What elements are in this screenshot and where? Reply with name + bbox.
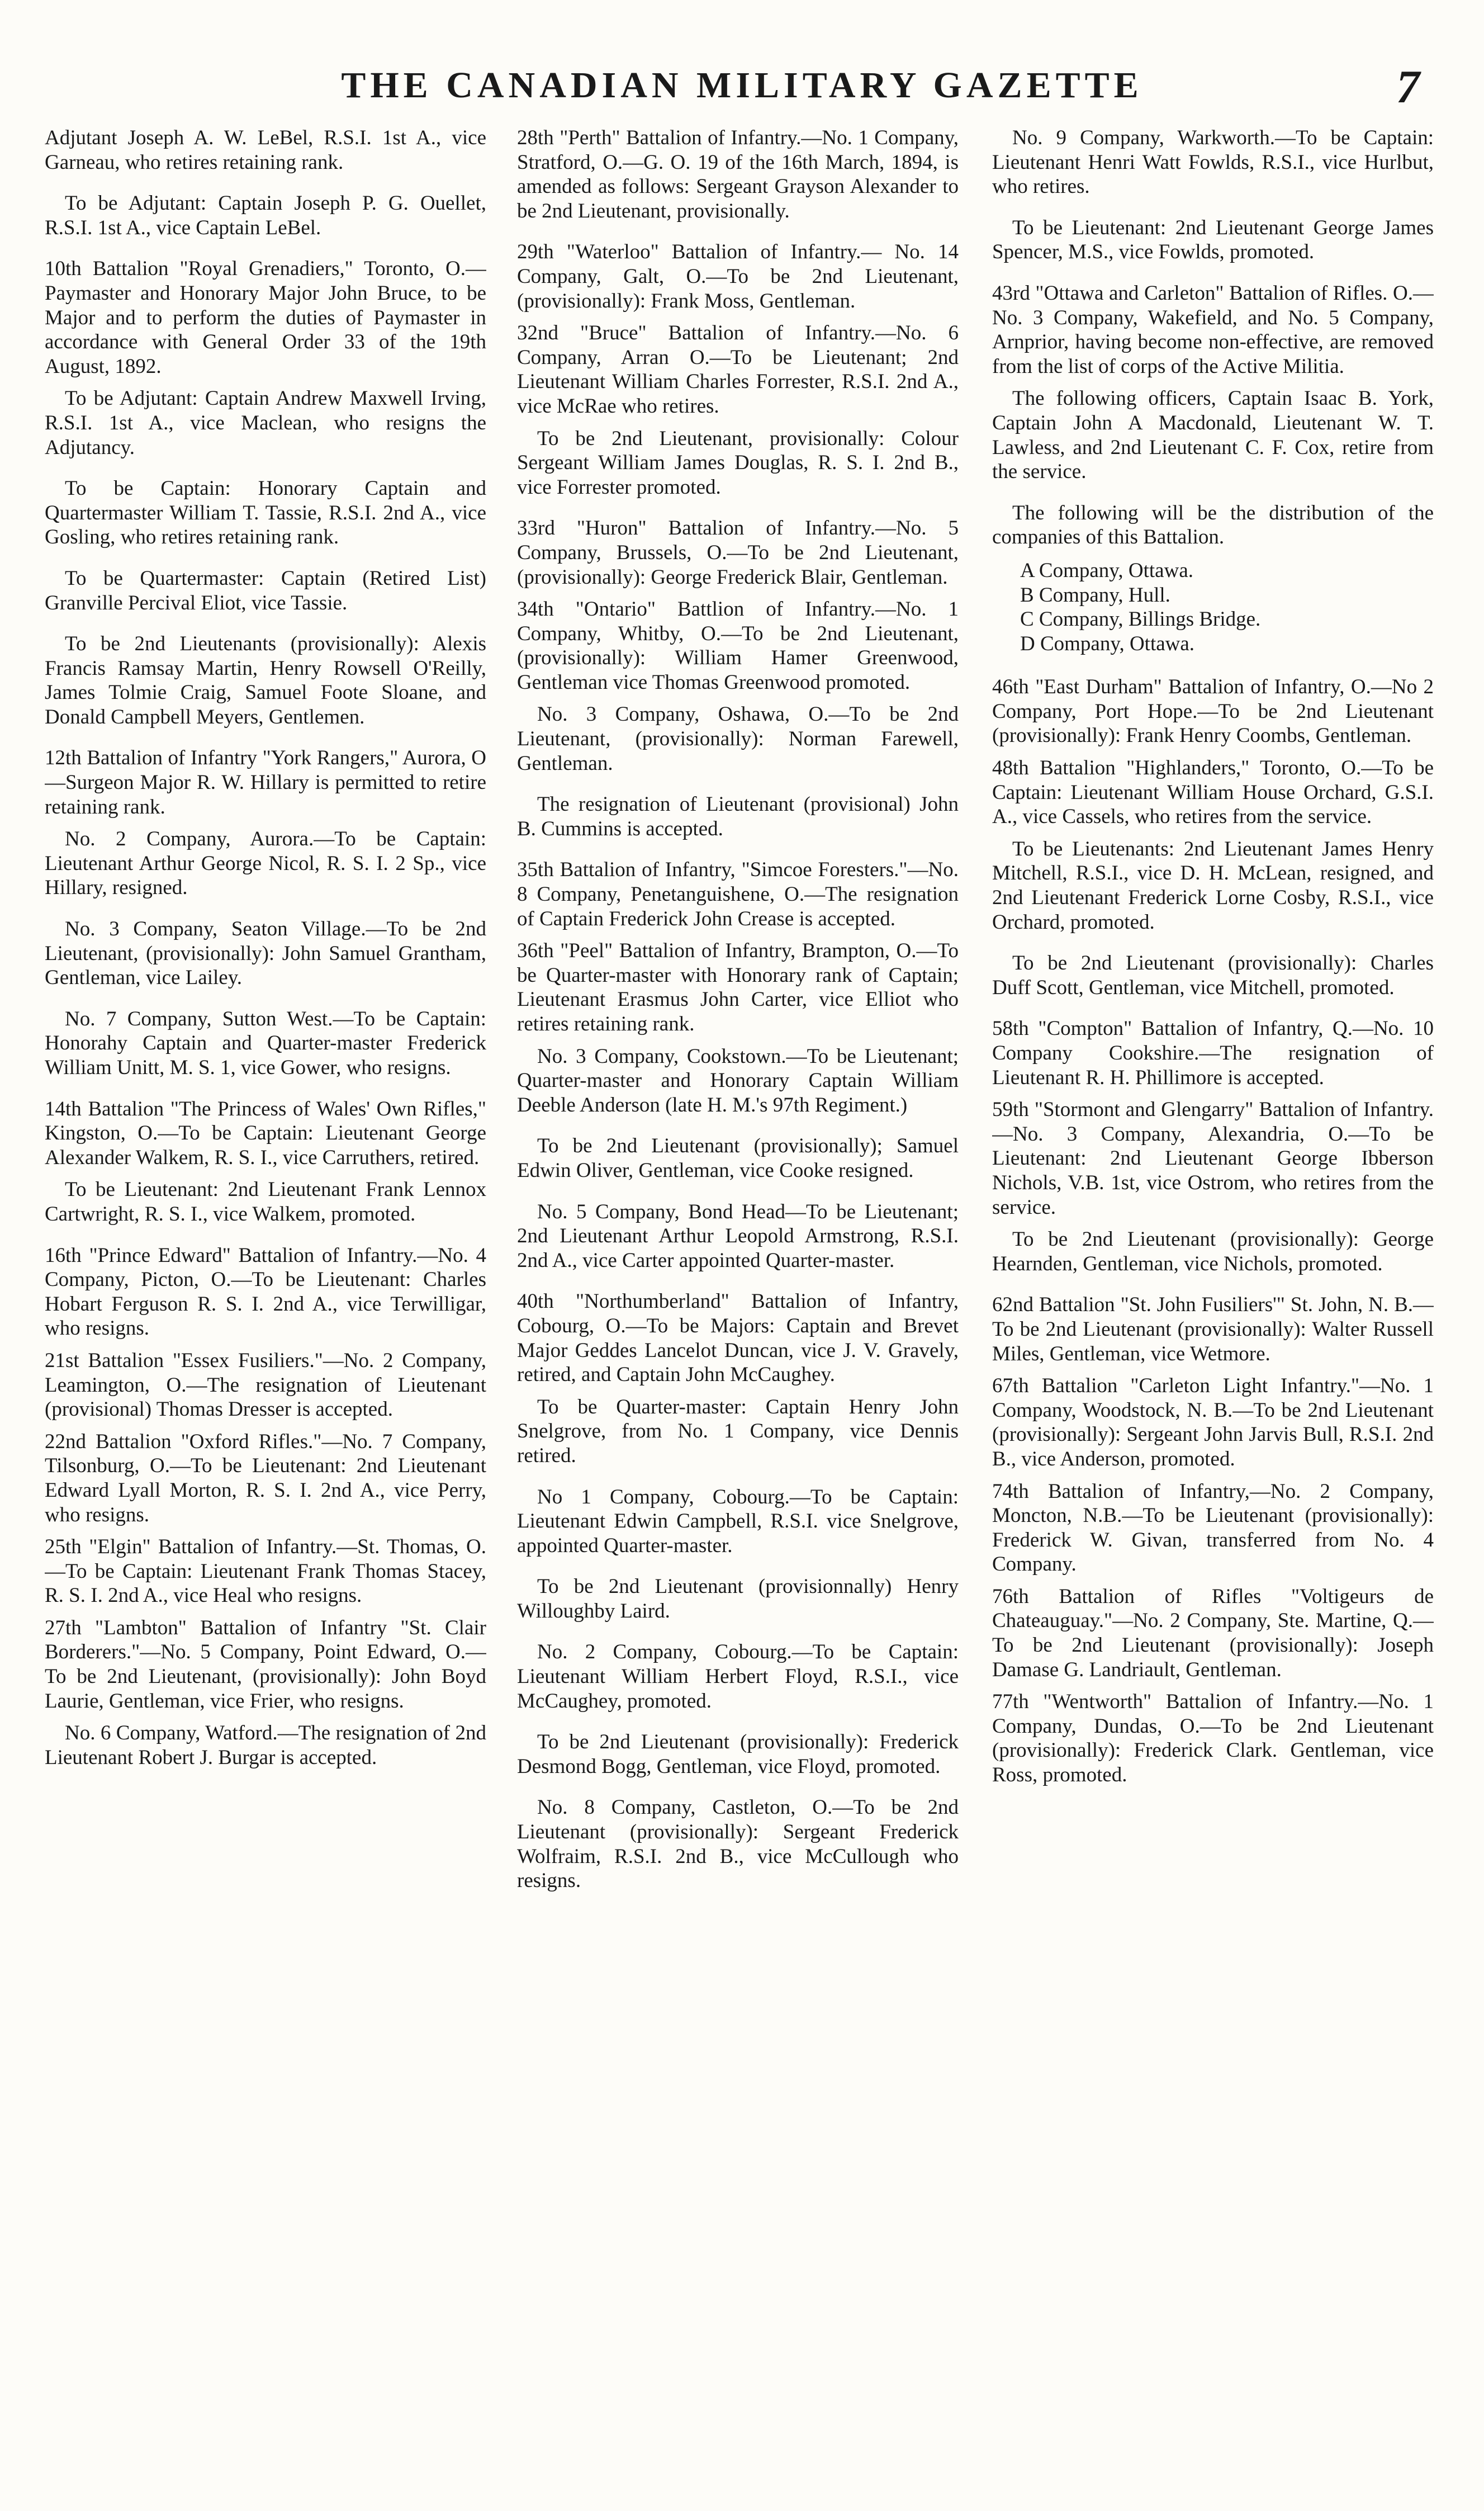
battalion-notice: 36th "Peel" Battalion of Infantry, Brampton, O.—To be Quarter-master with Honorary rank of Captain; Lieutenant Erasmus John Carter, vice Elliot who retires retaining rank. (517, 939, 959, 1035)
notice-paragraph: No. 2 Company, Aurora.—To be Captain: Lieutenant Arthur George Nicol, R. S. I. 2 Sp., vice Hillary, resigned. (45, 827, 486, 900)
company-list-item: A Company, Ottawa. (1020, 559, 1194, 582)
battalion-notice: 10th Battalion "Royal Grenadiers," Toronto, O.—Paymaster and Honorary Major John Bruce, to be Major and to perform the duties of Paymaster in accordance with General Order 33 of the 19th August, 1892. (45, 257, 486, 378)
notice-paragraph: To be 2nd Lieutenant (provisionally); Samuel Edwin Oliver, Gentleman, vice Cooke resigned. (517, 1134, 959, 1182)
notice-paragraph: To be Adjutant: Captain Joseph P. G. Ouellet, R.S.I. 1st A., vice Captain LeBel. (45, 192, 486, 239)
notice-paragraph: The following will be the distribution of the companies of this Battalion. (992, 501, 1434, 549)
company-list-item: C Company, Billings Bridge. (1020, 608, 1261, 631)
battalion-notice: 76th Battalion of Rifles "Voltigeurs de Chateauguay."—No. 2 Company, Ste. Martine, Q.—To be 2nd Lieutenant (provisionally): Joseph Damase G. Landriault, Gentleman. (992, 1585, 1434, 1681)
battalion-notice: 34th "Ontario" Battlion of Infantry.—No. 1 Company, Whitby, O.—To be 2nd Lieutenant, (provisionally): William Hamer Greenwood, Gentleman vice Thomas Greenwood promoted. (517, 598, 959, 694)
notice-paragraph: No. 6 Company, Watford.—The resignation of 2nd Lieutenant Robert J. Burgar is accepted. (45, 1722, 486, 1769)
notice-paragraph: No. 8 Company, Castleton, O.—To be 2nd Lieutenant (provisionally): Sergeant Frederick Wolfraim, R.S.I. 2nd B., vice McCullough who resigns. (517, 1796, 959, 1893)
battalion-notice: 77th "Wentworth" Battalion of Infantry.—No. 1 Company, Dundas, O.—To be 2nd Lieutenant (provisionally): Frederick Clark. Gentleman, vice Ross, promoted. (992, 1690, 1434, 1787)
battalion-notice: 35th Battalion of Infantry, "Simcoe Foresters."—No. 8 Company, Penetanguishene, O.—The resignation of Captain Frederick John Crease is accepted. (517, 858, 959, 930)
notice-paragraph: To be 2nd Lieutenants (provisionally): Alexis Francis Ramsay Martin, Henry Rowsell O'Reilly, James Tolmie Craig, Samuel Foote Sloane, and Donald Campbell Meyers, Gentlemen. (45, 632, 486, 729)
notice-paragraph: 28th "Perth" Battalion of Infantry.—No. 1 Company, Stratford, O.—G. O. 19 of the 16th March, 1894, is amended as follows: Sergeant Grayson Alexander to be 2nd Lieutenant, provisionally. (517, 126, 959, 223)
page-number: 7 (1396, 61, 1420, 113)
notice-paragraph: No. 7 Company, Sutton West.—To be Captain: Honorahy Captain and Quarter-master Frederick William Unitt, M. S. 1, vice Gower, who resigns. (45, 1007, 486, 1079)
battalion-notice: 74th Battalion of Infantry,—No. 2 Company, Moncton, N.B.—To be Lieutenant (provisionally): Frederick W. Givan, transferred from No. 4 Company. (992, 1479, 1434, 1576)
battalion-notice: 58th "Compton" Battalion of Infantry, Q.—No. 10 Company Cookshire.—The resignation of Lieutenant R. H. Phillimore is accepted. (992, 1017, 1434, 1089)
notice-paragraph: To be Quarter-master: Captain Henry John Snelgrove, from No. 1 Company, vice Dennis retired. (517, 1395, 959, 1467)
notice-paragraph: To be 2nd Lieutenant (provisionally): Frederick Desmond Bogg, Gentleman, vice Floyd, promoted. (517, 1730, 959, 1778)
notice-paragraph: No. 2 Company, Cobourg.—To be Captain: Lieutenant William Herbert Floyd, R.S.I., vice McCaughey, promoted. (517, 1640, 959, 1713)
notice-paragraph: No 1 Company, Cobourg.—To be Captain: Lieutenant Edwin Campbell, R.S.I. vice Snelgrove, appointed Quarter-master. (517, 1485, 959, 1557)
company-list (992, 559, 1434, 656)
battalion-notice: 25th "Elgin" Battalion of Infantry.—St. Thomas, O.—To be Captain: Lieutenant Frank Thomas Stacey, R. S. I. 2nd A., vice Heal who resigns. (45, 1535, 486, 1607)
notice-paragraph: To be Quartermaster: Captain (Retired List) Granville Percival Eliot, vice Tassie. (45, 566, 486, 614)
column-2 (517, 126, 959, 2502)
notice-paragraph: To be Lieutenant: 2nd Lieutenant George James Spencer, M.S., vice Fowlds, promoted. (992, 216, 1434, 264)
notice-paragraph: No. 9 Company, Warkworth.—To be Captain: Lieutenant Henri Watt Fowlds, R.S.I., vice Hurlbut, who retires. (992, 126, 1434, 198)
newspaper-title: THE CANADIAN MILITARY GAZETTE (341, 65, 1143, 106)
company-list-item: B Company, Hull. (1020, 583, 1170, 607)
battalion-notice: 21st Battalion "Essex Fusiliers."—No. 2 Company, Leamington, O.—The resignation of Lieutenant (provisional) Thomas Dresser is accepted. (45, 1349, 486, 1421)
battalion-notice: 32nd "Bruce" Battalion of Infantry.—No. 6 Company, Arran O.—To be Lieutenant; 2nd Lieutenant William Charles Forrester, R.S.I. 2nd A., vice McRae who retires. (517, 321, 959, 418)
notice-paragraph: To be Adjutant: Captain Andrew Maxwell Irving, R.S.I. 1st A., vice Maclean, who resigns the Adjutancy. (45, 387, 486, 459)
battalion-notice: 12th Battalion of Infantry "York Rangers," Aurora, O—Surgeon Major R. W. Hillary is permitted to retire retaining rank. (45, 746, 486, 819)
notice-paragraph: No. 5 Company, Bond Head—To be Lieutenant; 2nd Lieutenant Arthur Leopold Armstrong, R.S.I. 2nd A., vice Carter appointed Quarter-master. (517, 1200, 959, 1272)
notice-paragraph: To be Lieutenants: 2nd Lieutenant James Henry Mitchell, R.S.I., vice D. H. McLean, resigned, and 2nd Lieutenant Frederick Lorne Cosby, R.S.I., vice Orchard, promoted. (992, 837, 1434, 934)
battalion-notice: 27th "Lambton" Battalion of Infantry "St. Clair Borderers."—No. 5 Company, Point Edward, O.—To be 2nd Lieutenant, (provisionally): John Boyd Laurie, Gentleman, vice Frier, who resigns. (45, 1616, 486, 1713)
battalion-notice: 59th "Stormont and Glengarry" Battalion of Infantry.—No. 3 Company, Alexandria, O.—To be Lieutenant: 2nd Lieutenant George Ibberson Nichols, V.B. 1st, vice Ostrom, who retires from the service. (992, 1098, 1434, 1219)
column-1 (45, 126, 486, 2502)
battalion-notice: 29th "Waterloo" Battalion of Infantry.— No. 14 Company, Galt, O.—To be 2nd Lieutenant, (provisionally): Frank Moss, Gentleman. (517, 240, 959, 313)
battalion-notice: 14th Battalion "The Princess of Wales' Own Rifles," Kingston, O.—To be Captain: Lieutenant George Alexander Walkem, R. S. I., vice Carruthers, retired. (45, 1097, 486, 1169)
notice-paragraph: To be 2nd Lieutenant (provisionally): Charles Duff Scott, Gentleman, vice Mitchell, promoted. (992, 952, 1434, 999)
battalion-notice: 62nd Battalion "St. John Fusiliers'" St. John, N. B.—To be 2nd Lieutenant (provisionally): Walter Russell Miles, Gentleman, vice Wetmore. (992, 1293, 1434, 1365)
battalion-notice: 22nd Battalion "Oxford Rifles."—No. 7 Company, Tilsonburg, O.—To be Lieutenant: 2nd Lieutenant Edward Lyall Morton, R. S. I. 2nd A., vice Perry, who resigns. (45, 1430, 486, 1526)
battalion-notice: 67th Battalion "Carleton Light Infantry."—No. 1 Company, Woodstock, N. B.—To be 2nd Lieutenant (provisionally): Sergeant John Jarvis Bull, R.S.I. 2nd B., vice Anderson, promoted. (992, 1374, 1434, 1470)
battalion-notice: 46th "East Durham" Battalion of Infantry, O.—No 2 Company, Port Hope.—To be 2nd Lieutenant (provisionally): Frank Henry Coombs, Gentleman. (992, 675, 1434, 748)
battalion-notice: 40th "Northumberland" Battalion of Infantry, Cobourg, O.—To be Majors: Captain and Brevet Major Geddes Lancelot Duncan, vice J. V. Gravely, retired, and Captain John McCaughey. (517, 1290, 959, 1387)
company-list-item: D Company, Ottawa. (1020, 632, 1195, 655)
notice-paragraph: No. 3 Company, Oshawa, O.—To be 2nd Lieutenant, (provisionally): Norman Farewell, Gentleman. (517, 703, 959, 775)
notice-paragraph: The resignation of Lieutenant (provisional) John B. Cummins is accepted. (517, 793, 959, 840)
notice-paragraph: To be 2nd Lieutenant (provisionnally) Henry Willoughby Laird. (517, 1575, 959, 1623)
battalion-notice: 16th "Prince Edward" Battalion of Infantry.—No. 4 Company, Picton, O.—To be Lieutenant: Charles Hobart Ferguson R. S. I. 2nd A., vice Terwilligar, who resigns. (45, 1243, 486, 1340)
notice-paragraph: To be 2nd Lieutenant, provisionally: Colour Sergeant William James Douglas, R. S. I. 2nd B., vice Forrester promoted. (517, 427, 959, 499)
battalion-notice: 43rd "Ottawa and Carleton" Battalion of Rifles. O.—No. 3 Company, Wakefield, and No. 5 Company, Arnprior, having become non-effective, are removed from the list of corps of the Active Militia. (992, 281, 1434, 378)
notice-paragraph: To be Lieutenant: 2nd Lieutenant Frank Lennox Cartwright, R. S. I., vice Walkem, promoted. (45, 1178, 486, 1226)
column-3 (992, 126, 1434, 2502)
notice-paragraph: No. 3 Company, Cookstown.—To be Lieutenant; Quarter-master and Honorary Captain William Deeble Anderson (late H. M.'s 97th Regiment.) (517, 1044, 959, 1117)
notice-paragraph: The following officers, Captain Isaac B. York, Captain John A Macdonald, Lieutenant W. T. Lawless, and 2nd Lieutenant C. F. Cox, retire from the service. (992, 387, 1434, 484)
battalion-notice: 48th Battalion "Highlanders," Toronto, O.—To be Captain: Lieutenant William House Orchard, G.S.I. A., vice Cassels, who retires from the service. (992, 756, 1434, 829)
notice-paragraph: To be Captain: Honorary Captain and Quartermaster William T. Tassie, R.S.I. 2nd A., vice Gosling, who retires retaining rank. (45, 477, 486, 549)
notice-paragraph: Adjutant Joseph A. W. LeBel, R.S.I. 1st A., vice Garneau, who retires retaining rank. (45, 126, 486, 174)
notice-paragraph: No. 3 Company, Seaton Village.—To be 2nd Lieutenant, (provisionally): John Samuel Grantham, Gentleman, vice Lailey. (45, 918, 486, 990)
battalion-notice: 33rd "Huron" Battalion of Infantry.—No. 5 Company, Brussels, O.—To be 2nd Lieutenant, (provisionally): George Frederick Blair, Gentleman. (517, 517, 959, 589)
notice-paragraph: To be 2nd Lieutenant (provisionally): George Hearnden, Gentleman, vice Nichols, promoted. (992, 1228, 1434, 1275)
